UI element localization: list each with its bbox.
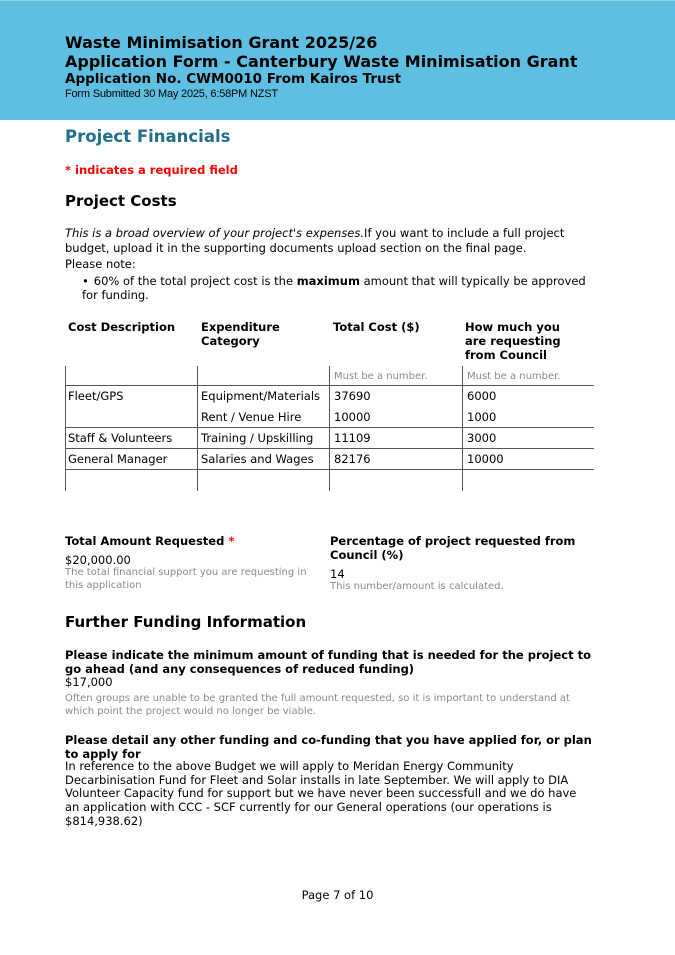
please-note: Please note: xyxy=(65,257,136,271)
bullet-max-funding: • 60% of the total project cost is the maximum amount that will typically be approved for funding. xyxy=(82,274,586,302)
total-amount-value: $20,000.00 xyxy=(65,553,131,567)
row-2-requested: 1000 xyxy=(467,410,497,424)
other-funding-label: Please detail any other funding and co-funding that you have applied for, or plan to apply for xyxy=(65,733,592,761)
minimum-funding-help: Often groups are unable to be granted the full amount requested, so it is important to understand at which point the project would no longer be viable. xyxy=(65,693,570,717)
section-title: Project Financials xyxy=(65,127,231,146)
percentage-label: Percentage of project requested from Council (%) xyxy=(330,534,576,562)
row-divider xyxy=(65,469,594,470)
row-1-description: Fleet/GPS xyxy=(68,389,124,403)
row-3-requested: 3000 xyxy=(467,431,497,445)
page-number: Page 7 of 10 xyxy=(301,888,374,902)
row-divider xyxy=(65,427,594,428)
col-header-cost-description: Cost Description xyxy=(68,320,176,334)
minimum-funding-label: Please indicate the minimum amount of funding that is needed for the project to go ahead (and any consequences of reduced funding) xyxy=(65,648,591,676)
row-4-requested: 10000 xyxy=(467,452,504,466)
row-2-category: Rent / Venue Hire xyxy=(201,410,302,424)
project-costs-intro xyxy=(65,226,585,256)
further-funding-heading: Further Funding Information xyxy=(65,613,307,631)
bullet-icon: • xyxy=(82,274,89,288)
application-number: Application No. CWM0010 From Kairos Trust xyxy=(65,71,402,87)
percentage-value: 14 xyxy=(330,567,345,581)
project-costs-heading: Project Costs xyxy=(65,192,177,210)
intro-rest: If you want to include a full project budget, upload it in the supporting documents upload section on the final page. xyxy=(65,226,565,255)
row-1-requested: 6000 xyxy=(467,389,497,403)
total-cost-hint: Must be a number. xyxy=(334,371,428,382)
intro-italic: This is a broad overview of your project's expenses. xyxy=(65,226,365,240)
total-amount-label: Total Amount Requested * xyxy=(65,534,235,548)
form-title: Application Form - Canterbury Waste Minimisation Grant xyxy=(65,52,578,71)
required-field-note: * indicates a required field xyxy=(65,163,238,177)
row-2-total: 10000 xyxy=(334,410,371,424)
col-header-total-cost: Total Cost ($) xyxy=(333,320,420,334)
row-4-description: General Manager xyxy=(68,452,168,466)
required-star: * xyxy=(228,534,235,548)
col-header-requested: How much you are requesting from Council xyxy=(465,320,561,362)
requested-hint: Must be a number. xyxy=(467,371,561,382)
form-header xyxy=(0,0,675,120)
row-3-category: Training / Upskilling xyxy=(201,431,314,445)
percentage-help: This number/amount is calculated. xyxy=(330,581,504,592)
minimum-funding-value: $17,000 xyxy=(65,675,113,689)
total-amount-help: The total financial support you are requesting in this application xyxy=(65,567,307,591)
row-1-total: 37690 xyxy=(334,389,371,403)
other-funding-value: In reference to the above Budget we will apply to Meridan Energy Community Decarbinisation Fund for Fleet and Solar installs in late September. We will apply to DIA Volunteer Capacity fund for support but we have never been successfull and we do have an application with CCC - SCF currently for our General operations (our operations is $814,938.62) xyxy=(65,759,577,828)
row-4-total: 82176 xyxy=(334,452,371,466)
row-3-total: 11109 xyxy=(334,431,371,445)
row-4-category: Salaries and Wages xyxy=(201,452,314,466)
row-divider xyxy=(65,448,594,449)
row-1-category: Equipment/Materials xyxy=(201,389,321,403)
submitted-timestamp: Form Submitted 30 May 2025, 6:58PM NZST xyxy=(65,88,278,100)
col-header-expenditure-category: Expenditure Category xyxy=(201,320,280,348)
row-divider xyxy=(65,385,594,386)
grant-title: Waste Minimisation Grant 2025/26 xyxy=(65,33,378,52)
row-3-description: Staff & Volunteers xyxy=(68,431,173,445)
